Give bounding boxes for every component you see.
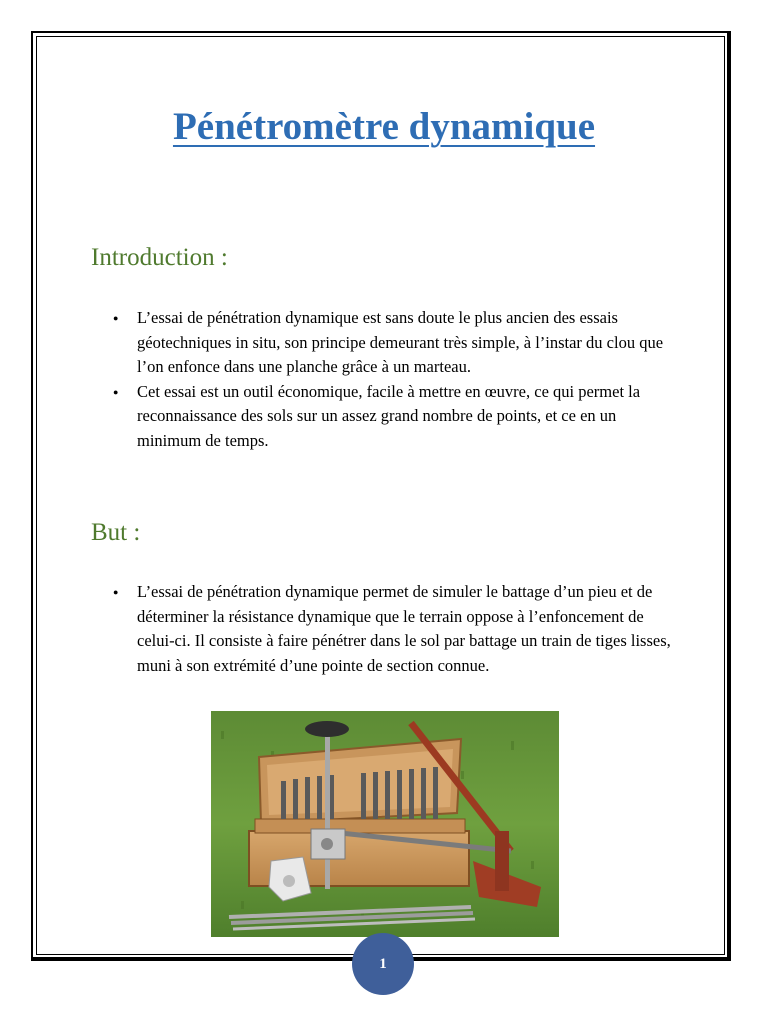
penetrometer-illustration <box>211 711 559 937</box>
list-item: ● L’essai de pénétration dynamique permet de simuler le battage d’un pieu et de déterminer la résistance dynamique que le terrain oppose à l’enfoncement de celui-ci. Il consiste à faire pénétrer dans le sol par battage un train de tiges lisses, muni à son extrémité d’une pointe de section connue. <box>137 580 682 678</box>
section-heading-but: But : <box>91 519 141 546</box>
introduction-list <box>137 306 682 453</box>
list-item: ● Cet essai est un outil économique, facile à mettre en œuvre, ce qui permet la reconnaissance des sols sur un assez grand nombre de points, et ce en un minimum de temps. <box>137 380 682 454</box>
page-number-badge: 1 <box>352 933 414 995</box>
but-list <box>137 580 682 678</box>
page-title: Pénétromètre dynamique <box>172 105 596 148</box>
list-item: ● L’essai de pénétration dynamique est sans doute le plus ancien des essais géotechniques in situ, son principe demeurant très simple, à l’instar du clou que l’on enfonce dans une planche grâce à un marteau. <box>137 306 682 380</box>
penetrometer-photo <box>211 711 559 937</box>
section-heading-introduction: Introduction : <box>91 244 228 271</box>
